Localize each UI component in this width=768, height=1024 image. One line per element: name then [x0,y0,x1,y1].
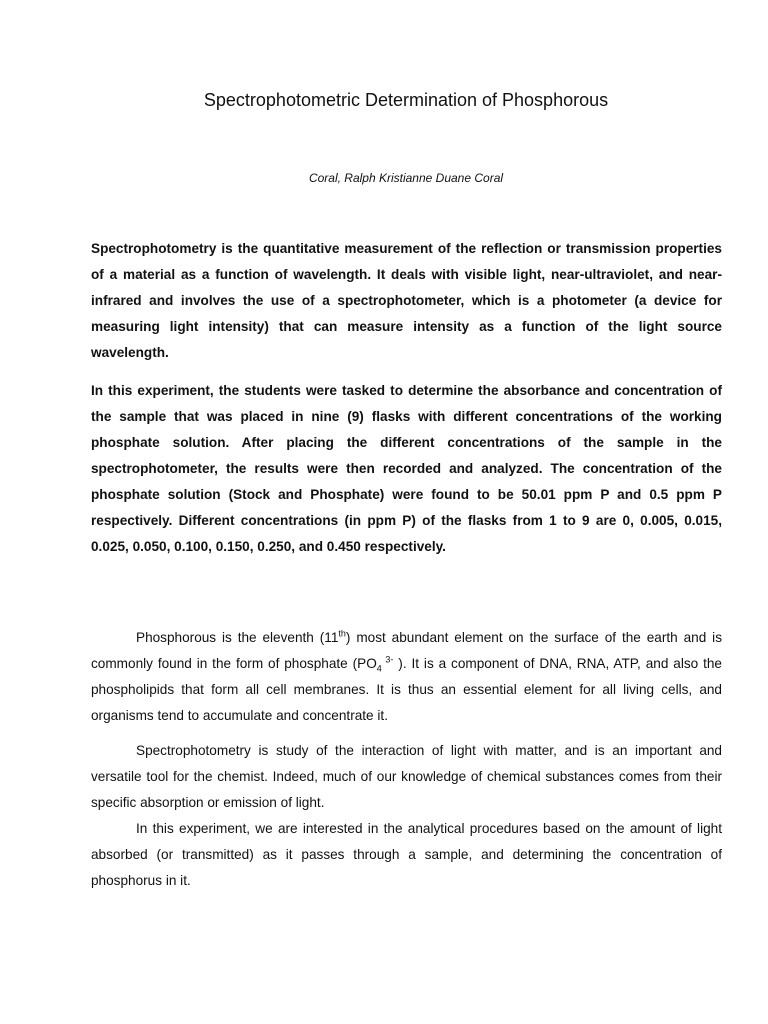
superscript: th [338,628,346,639]
abstract-paragraph-1: Spectrophotometry is the quantitative measurement of the reflection or transmission properties of a material as a function of wavelength. It deals with visible light, near-ultraviolet, and near-infrared and involves the use of a spectrophotometer, which is a photometer (a device for measuring light intensity) that can measure intensity as a function of the light source wavelength. [91,241,722,360]
author-line: Coral, Ralph Kristianne Duane Coral [308,171,504,185]
body-paragraph-phosphorous [91,625,722,729]
body-text: ) most abundant element on the surface of the earth and is commonly found in the form of phosphate (PO [91,630,723,671]
body-paragraph-spectrophotometry: Spectrophotometry is study of the interaction of light with matter, and is an important and versatile tool for the chemist. Indeed, much of our knowledge of chemical substances comes from their specific absorption or emission of light. [91,743,722,810]
body-paragraph-experiment: In this experiment, we are interested in the analytical procedures based on the amount of light absorbed (or transmitted) as it passes through a sample, and determining the concentration of phosphorus in it. [91,821,722,888]
body-text: ). It is a component of DNA, RNA, ATP, and also the phospholipids that form all cell membranes. It is thus an essential element for all living cells, and organisms tend to accumulate and concentrate it. [91,656,722,723]
subscript: 4 [376,663,382,674]
document-title: Spectrophotometric Determination of Phosphorous [203,90,609,110]
abstract-paragraph-2: In this experiment, the students were tasked to determine the absorbance and concentration of the sample that was placed in nine (9) flasks with different concentrations of the working phosphate solution. After placing the different concentrations of the sample in the spectrophotometer, the results were then recorded and analyzed. The concentration of the phosphate solution (Stock and Phosphate) were found to be 50.01 ppm P and 0.5 ppm P respectively. Different concentrations (in ppm P) of the flasks from 1 to 9 are 0, 0.005, 0.015, 0.025, 0.050, 0.100, 0.150, 0.250, and 0.450 respectively. [91,383,722,554]
superscript: 3- [381,654,394,665]
body-text: Phosphorous is the eleventh (11 [136,630,339,645]
